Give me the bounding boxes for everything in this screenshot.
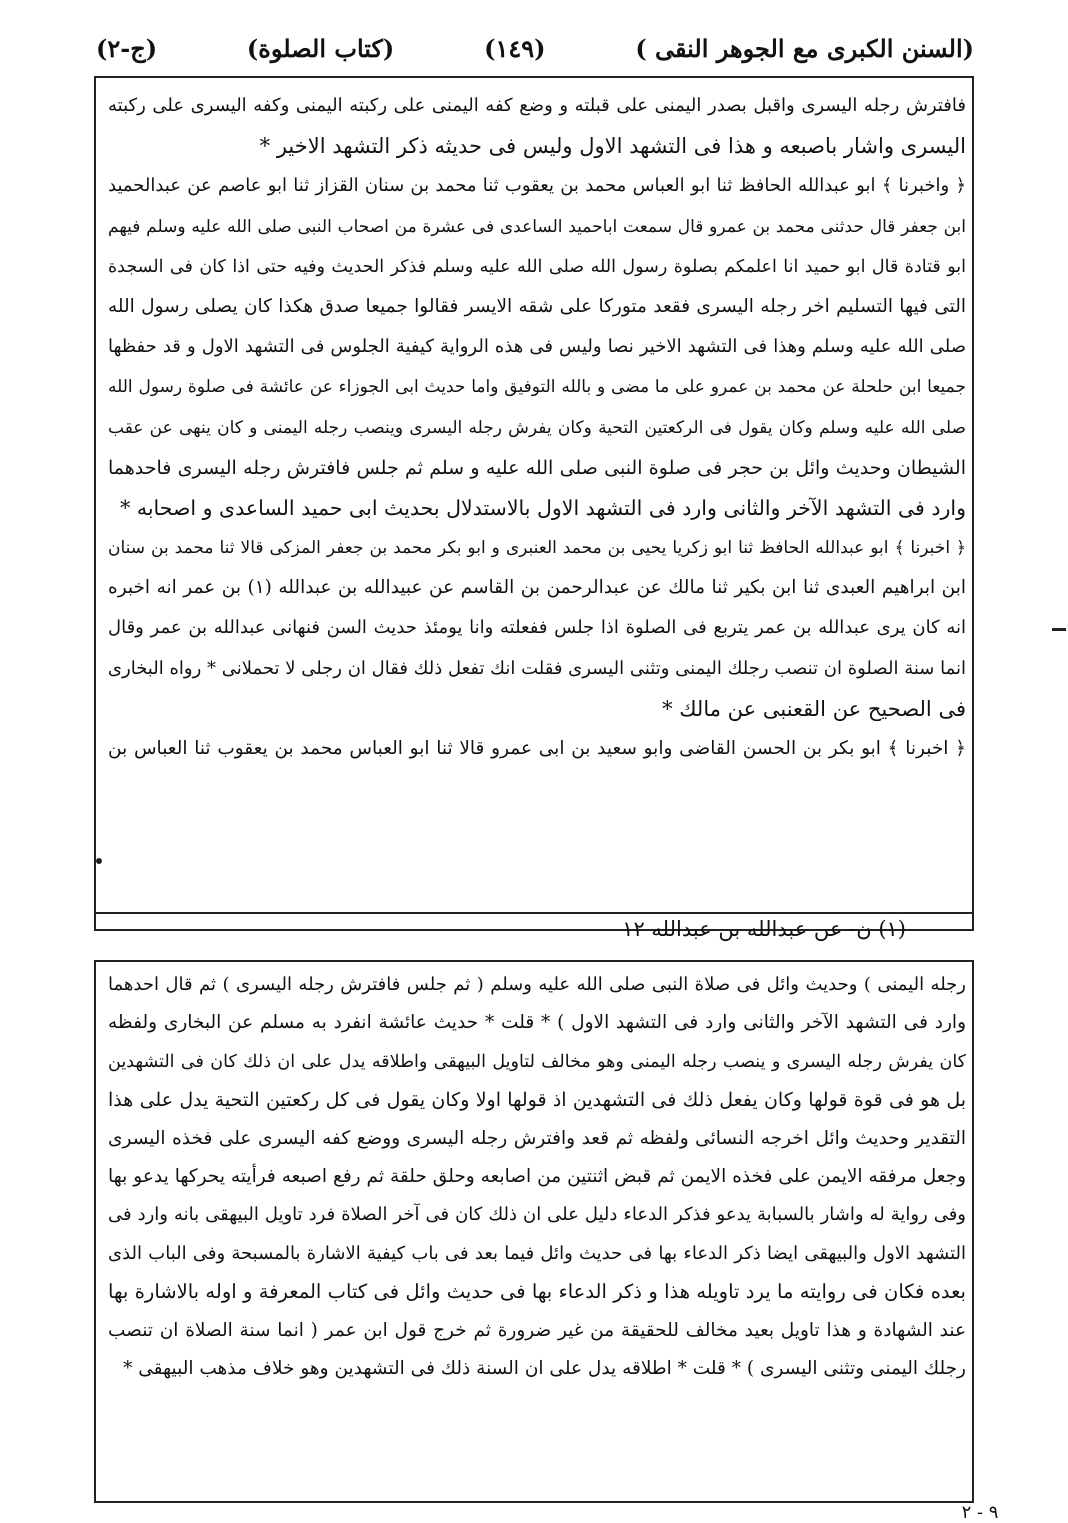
text-line: اليسرى واشار باصبعه و هذا فى التشهد الاول وليس فى حديثه ذكر التشهد الاخير * bbox=[259, 134, 966, 159]
commentary-line: التشهد الاول والبيهقى ايضا ذكر الدعاء بها فى حديث وائل فيما بعد فى باب كيفية الاشارة بالمسبحة وفى الباب الذى bbox=[108, 1242, 966, 1264]
header-section: (كتاب الصلوة) bbox=[246, 33, 395, 63]
running-header bbox=[96, 22, 974, 74]
header-book-title: (السنن الكبرى مع الجوهر النقى ) bbox=[635, 33, 974, 63]
text-line: صلى الله عليه وسلم وكان يقول فى الركعتين التحية وكان يفرش رجله اليسرى وينصب رجله اليمنى و كان ينهى عن عقب bbox=[108, 417, 966, 438]
commentary-line: عند الشهادة و هذا تاويل بعيد مخالف للحقيقة من غير ضرورة ثم خرج قول ابن عمر ( انما سنة الصلاة ان تنصب bbox=[108, 1319, 966, 1341]
commentary-text bbox=[108, 966, 966, 1388]
text-line: الشيطان وحديث وائل بن حجر فى صلوة النبى صلى الله عليه و سلم ثم جلس فافترش رجله اليسرى فاحدهما bbox=[108, 456, 966, 479]
commentary-line: وجعل مرفقه الايمن على فخذه الايمن ثم قبض اثنتين من اصابعه وحلق حلقة ثم رفع اصبعه فرأيته يحركها يدعو بها bbox=[108, 1165, 966, 1187]
margin-mark bbox=[1052, 628, 1066, 631]
text-line: انه كان يرى عبدالله بن عمر يتربع فى الصلوة اذا جلس ففعلته وانا يومئذ حديث السن فنهانى عبدالله بن عمر وقال bbox=[108, 617, 966, 639]
commentary-line: رجله اليمنى ) وحديث وائل فى صلاة النبى صلى الله عليه وسلم ( ثم جلس فافترش رجله اليسرى ) ثم قال احدهما bbox=[108, 974, 966, 995]
text-line: جميعا ابن حلحلة عن محمد بن عمرو على ما مضى و بالله التوفيق واما حديث ابى الجوزاء عن عائشة فى صلوة رسول الله bbox=[108, 377, 966, 398]
text-line: فى الصحيح عن القعنبى عن مالك * bbox=[662, 696, 966, 721]
text-line: ابن ابراهيم العبدى ثنا ابن بكير ثنا مالك عن عبدالرحمن بن القاسم عن عبيدالله بن عبدالله (١) بن عمر انه اخبره bbox=[108, 577, 966, 599]
text-line: انما سنة الصلوة ان تنصب رجلك اليمنى وتثنى اليسرى فقلت انك تفعل ذلك فقال ان رجلى لا تحملانى * رواه البخارى bbox=[108, 657, 966, 679]
text-line: ﴿ واخبرنا ﴾ ابو عبدالله الحافظ ثنا ابو العباس محمد بن يعقوب ثنا محمد بن سنان القزاز ثنا ابو عاصم عن عبدالحميد bbox=[108, 175, 966, 197]
margin-dot bbox=[96, 858, 102, 864]
text-line: ابو قتادة قال ابو حميد انا اعلمكم بصلوة رسول الله صلى الله عليه وسلم فذكر الحديث وفيه حتى اذا كان فى السجدة bbox=[108, 256, 966, 277]
main-text bbox=[108, 86, 966, 769]
header-volume: (ج-٢) bbox=[96, 33, 158, 63]
commentary-line: التقدير وحديث وائل اخرجه النسائى ولفظه ثم قعد وافترش رجله اليسرى ووضع كفه اليسرى على فخذه اليسرى bbox=[108, 1127, 966, 1149]
commentary-line: بعده فكان فى روايته ما يرد تاويله هذا و ذكر الدعاء بها فى حديث وائل فى كتاب المعرفة و اوله بالاشارة بها bbox=[108, 1280, 966, 1304]
text-line: فافترش رجله اليسرى واقبل بصدر اليمنى على قبلته و وضع كفه اليمنى على ركبته اليمنى وكفه اليسرى على ركبته bbox=[108, 95, 966, 116]
text-line: ابن جعفر قال حدثنى محمد بن عمرو قال سمعت اباحميد الساعدى فى عشرة من اصحاب النبى صلى الله عليه وسلم فيهم bbox=[108, 216, 966, 237]
text-line: ﴿ اخبرنا ﴾ ابو بكر بن الحسن القاضى وابو سعيد بن ابى عمرو قالا ثنا ابو العباس محمد بن يعقوب ثنا العباس بن bbox=[108, 738, 966, 759]
text-line: ﴿ اخبرنا ﴾ ابو عبدالله الحافظ ثنا ابو زكريا يحيى بن محمد العنبرى و ابو بكر محمد بن جعفر المزكى قالا ثنا محمد بن سنان bbox=[108, 538, 966, 559]
footnote: (١) ن- عن عبدالله بن عبدالله ١٢ bbox=[622, 917, 906, 941]
commentary-line: كان يفرش رجله اليسرى و ينصب رجله اليمنى وهو مخالف لتاويل البيهقى واطلاقه يدل على ان ذلك كان فى التشهدين bbox=[108, 1051, 966, 1072]
commentary-line: بل هو فى قوة قولها وكان يفعل ذلك فى التشهدين اذ قولها اولا وكان يقول فى كل ركعتين التحية يدل على هذا bbox=[108, 1089, 966, 1112]
commentary-line: رجلك اليمنى وتثنى اليسرى ) * قلت * اطلاقه يدل على ان السنة ذلك فى التشهدين وهو خلاف مذهب البيهقى * bbox=[123, 1357, 966, 1379]
text-line: التى فيها التسليم اخر رجله اليسرى فقعد متوركا على شقه الايسر فقالوا جميعا صدق هكذا كان يصلى رسول الله bbox=[108, 295, 966, 317]
text-line: وارد فى التشهد الآخر والثانى وارد فى التشهد الاول بالاستدلال بحديث ابى حميد الساعدى و اصحابه * bbox=[120, 495, 966, 520]
page-signature: ٩ - ٢ bbox=[961, 1502, 999, 1523]
commentary-line: وارد فى التشهد الآخر والثانى وارد فى التشهد الاول ) * قلت * حديث عائشة انفرد به مسلم عن البخارى ولفظه bbox=[108, 1012, 966, 1034]
text-line: صلى الله عليه وسلم وهذا فى التشهد الاخير نصا وليس فى هذه الرواية كيفية الجلوس فى التشهد الاول و قد حفظها bbox=[108, 336, 966, 358]
header-page-number: (١٤٩) bbox=[484, 33, 546, 63]
commentary-line: وفى رواية له واشار بالسبابة يدعو فذكر الدعاء دليل على ان ذلك كان فى آخر الصلاة فرد تاويل البيهقى بانه وارد فى bbox=[108, 1204, 966, 1226]
